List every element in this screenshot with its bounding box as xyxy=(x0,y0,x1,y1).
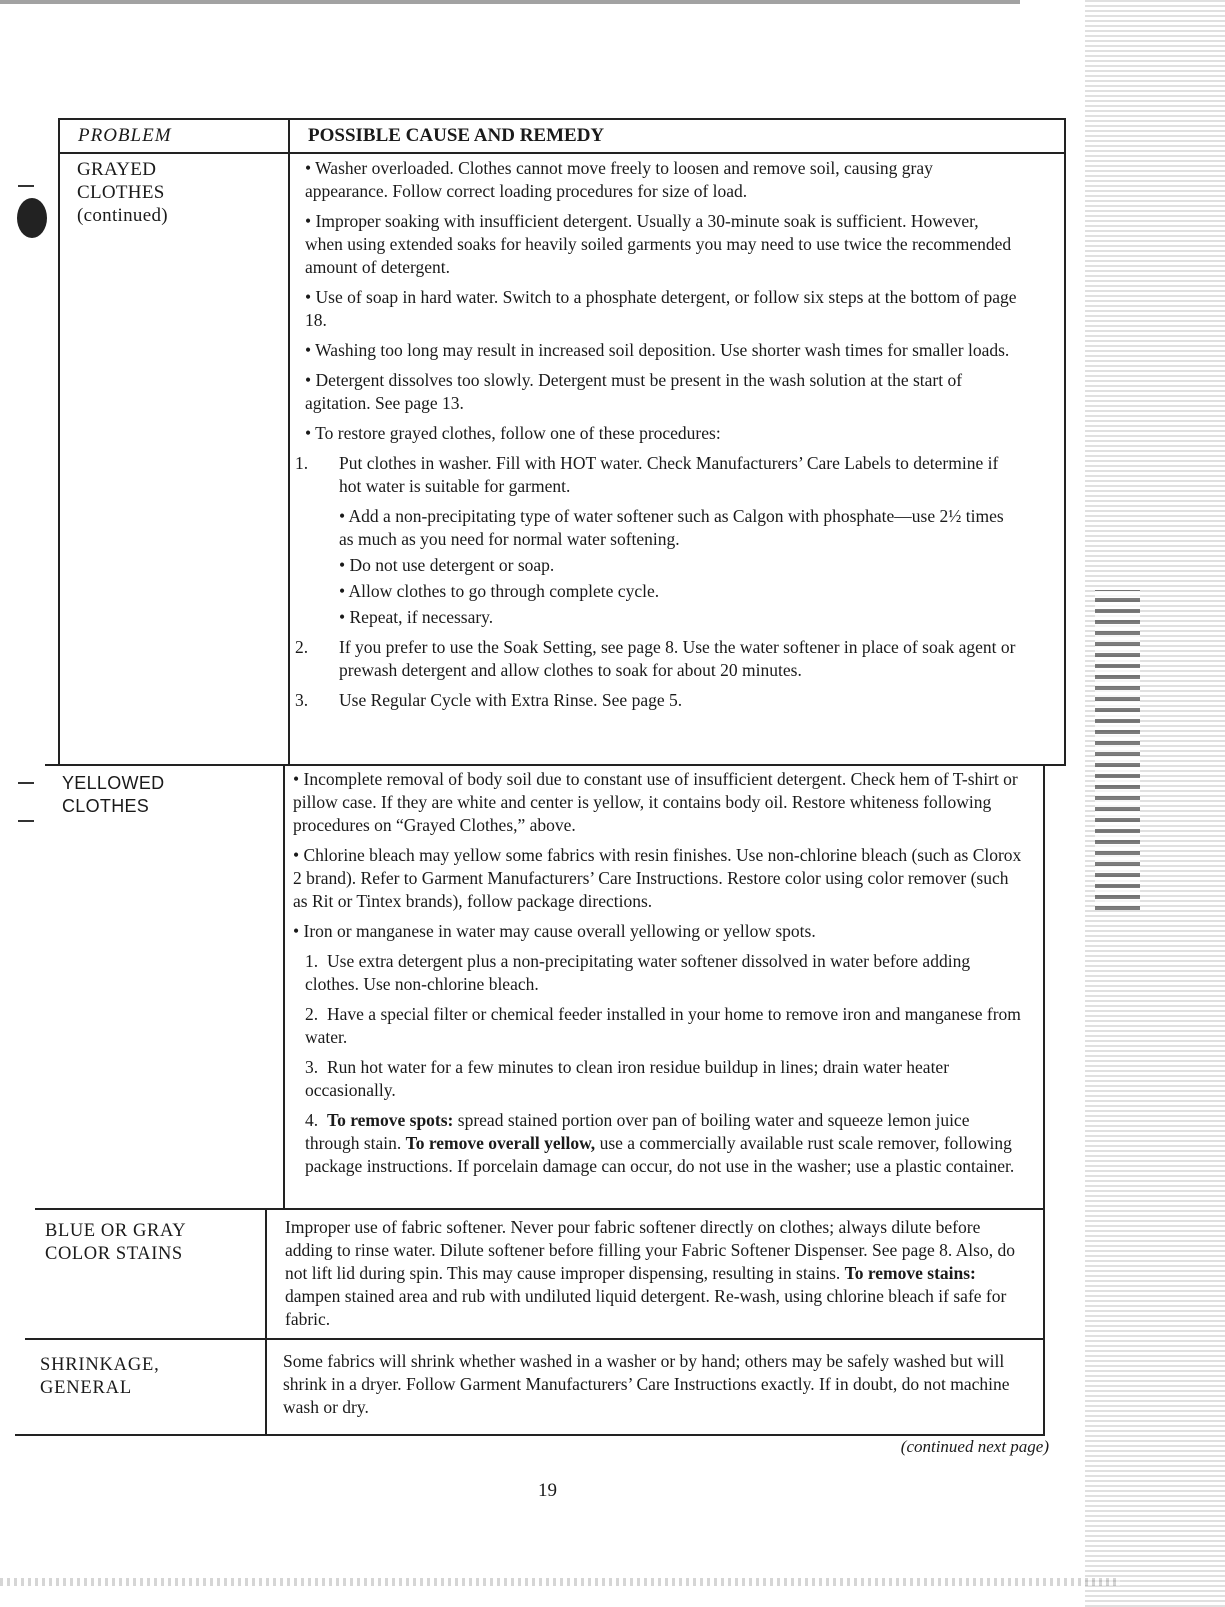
table-header xyxy=(58,118,1066,154)
remedy-item: Some fabrics will shrink whether washed in a washer or by hand; others may be safely washed but will shrink in a dryer. Follow Garment Manufacturers’ Care Instructions exactly. If in doubt, do not machine wash or dry. xyxy=(283,1351,1010,1417)
scan-top-edge xyxy=(0,0,1020,4)
remedy-item xyxy=(285,1216,1025,1331)
table-bottom-border xyxy=(15,1434,1045,1436)
table-left-border xyxy=(58,118,60,766)
problem-line: GRAYED xyxy=(77,159,157,180)
step-text: Use extra detergent plus a non-precipitating water softener dissolved in water before adding clothes. Use non-chlorine bleach. xyxy=(305,951,971,994)
continued-note: (continued next page) xyxy=(900,1437,1049,1456)
table-right-border xyxy=(1043,764,1045,1436)
remedy-item: • Iron or manganese in water may cause overall yellowing or yellow spots. xyxy=(293,921,816,941)
step-text: Run hot water for a few minutes to clean iron residue buildup in lines; drain water heater occasionally. xyxy=(305,1057,950,1100)
restore-step-1 xyxy=(295,452,1017,498)
remedy-yellowed-clothes xyxy=(293,768,1023,1185)
remedy-item: • Washing too long may result in increased soil deposition. Use shorter wash times for smaller loads. xyxy=(305,340,1010,360)
step-number: 1. xyxy=(305,951,319,971)
problem-line: COLOR STAINS xyxy=(45,1244,183,1264)
cause-column-header: POSSIBLE CAUSE AND REMEDY xyxy=(308,125,605,146)
bold-lead: To remove overall yellow, xyxy=(405,1133,596,1153)
restore-step-3 xyxy=(295,689,1017,712)
problem-line: YELLOWED xyxy=(62,773,165,793)
row-divider xyxy=(45,764,1066,766)
remedy-item: • To restore grayed clothes, follow one of these procedures: xyxy=(305,423,721,443)
column-divider xyxy=(288,118,290,766)
restore-bullet: • Add a non-precipitating type of water softener such as Calgon with phosphate—use 2½ times as much as you need for normal water softening. xyxy=(339,506,1004,549)
step-text: Use Regular Cycle with Extra Rinse. See page 5. xyxy=(339,690,683,710)
remedy-item: • Detergent dissolves too slowly. Detergent must be present in the wash solution at the start of agitation. See page 13. xyxy=(305,370,963,413)
step-number: 3. xyxy=(305,1057,319,1077)
step-text: Have a special filter or chemical feeder installed in your home to remove iron and manganese from water. xyxy=(305,1004,1021,1047)
remedy-item: • Improper soaking with insufficient detergent. Usually a 30-minute soak is sufficient. However, when using extended soaks for heavily soiled garments you may need to use twice the recommended amount of detergent. xyxy=(305,211,1012,277)
step-number: 2. xyxy=(295,637,309,657)
problem-line: CLOTHES xyxy=(62,796,150,816)
problem-yellowed-clothes xyxy=(62,772,164,818)
problem-line: BLUE OR GRAY xyxy=(45,1221,187,1241)
problem-line: SHRINKAGE, xyxy=(40,1355,160,1375)
iron-step-3 xyxy=(305,1056,1023,1102)
iron-step-4 xyxy=(305,1109,1023,1178)
binder-hole-icon xyxy=(17,198,47,238)
bold-lead: To remove spots: xyxy=(327,1110,454,1130)
step-number: 3. xyxy=(295,690,309,710)
scan-right-bleed xyxy=(1095,590,1140,910)
margin-tick xyxy=(18,820,34,822)
problem-line: GENERAL xyxy=(40,1378,132,1398)
column-divider xyxy=(265,1208,267,1436)
problem-line: CLOTHES xyxy=(77,182,165,203)
step-text: spread stained portion over pan of boiling water and squeeze lemon juice through stain. xyxy=(305,1110,970,1153)
problem-blue-gray-stains xyxy=(45,1220,186,1266)
remedy-item: • Incomplete removal of body soil due to constant use of insufficient detergent. Check hem of T-shirt or pillow case. If they are white and center is yellow, it contains body oil. Restore whiteness following procedures on “Grayed Clothes,” above. xyxy=(293,769,1018,835)
margin-tick xyxy=(18,782,34,784)
step-number: 4. xyxy=(305,1110,319,1130)
restore-bullet: • Repeat, if necessary. xyxy=(339,607,494,627)
remedy-text: Improper use of fabric softener. Never pour fabric softener directly on clothes; always dilute before adding to rinse water. Dilute softener before filling your Fabric Softener Dispenser. See page 8. Also, do not lift lid during spin. This may cause improper dispensing, resulting in stains. xyxy=(285,1217,1015,1283)
scan-bottom-edge xyxy=(0,1578,1120,1586)
remedy-item: • Washer overloaded. Clothes cannot move freely to loosen and remove soil, causing gray appearance. Follow correct loading procedures for size of load. xyxy=(305,158,933,201)
margin-tick xyxy=(18,185,34,187)
remedy-shrinkage-general xyxy=(283,1350,1013,1426)
restore-bullet: • Allow clothes to go through complete cycle. xyxy=(339,581,660,601)
step-text: If you prefer to use the Soak Setting, see page 8. Use the water softener in place of soak agent or prewash detergent and allow clothes to soak for about 20 minutes. xyxy=(339,637,1016,680)
problem-shrinkage-general xyxy=(40,1354,160,1400)
step-text: use a commercially available rust scale remover, following package instructions. If porcelain damage can occur, do not use in the washer; use a plastic container. xyxy=(305,1133,1015,1176)
remedy-text: dampen stained area and rub with undiluted liquid detergent. Re-wash, using chlorine bleach if safe for fabric. xyxy=(285,1286,1007,1329)
restore-bullet: • Do not use detergent or soap. xyxy=(339,555,555,575)
row-divider xyxy=(35,1208,1045,1210)
iron-step-2 xyxy=(305,1003,1023,1049)
problem-grayed-clothes xyxy=(77,158,168,227)
column-divider xyxy=(283,764,285,1208)
row-divider xyxy=(25,1338,1045,1340)
bold-lead: To remove stains: xyxy=(844,1263,976,1283)
iron-step-1 xyxy=(305,950,1023,996)
remedy-blue-gray-stains xyxy=(285,1216,1025,1338)
step-number: 1. xyxy=(295,453,309,473)
page-number: 19 xyxy=(538,1480,557,1501)
step-number: 2. xyxy=(305,1004,319,1024)
problem-column-header: PROBLEM xyxy=(78,125,172,146)
table-right-border xyxy=(1064,118,1066,766)
remedy-item: • Chlorine bleach may yellow some fabrics with resin finishes. Use non-chlorine bleach (such as Clorox 2 brand). Refer to Garment Manufacturers’ Care Instructions. Restore color using color remover (such as Rit or Tintex brands), follow package directions. xyxy=(293,845,1022,911)
problem-line: (continued) xyxy=(77,205,168,226)
restore-step-2 xyxy=(295,636,1017,682)
remedy-grayed-clothes xyxy=(295,157,1017,719)
step-text: Put clothes in washer. Fill with HOT water. Check Manufacturers’ Care Labels to determine if hot water is suitable for garment. xyxy=(339,453,999,496)
remedy-item: • Use of soap in hard water. Switch to a phosphate detergent, or follow six steps at the bottom of page 18. xyxy=(305,287,1017,330)
